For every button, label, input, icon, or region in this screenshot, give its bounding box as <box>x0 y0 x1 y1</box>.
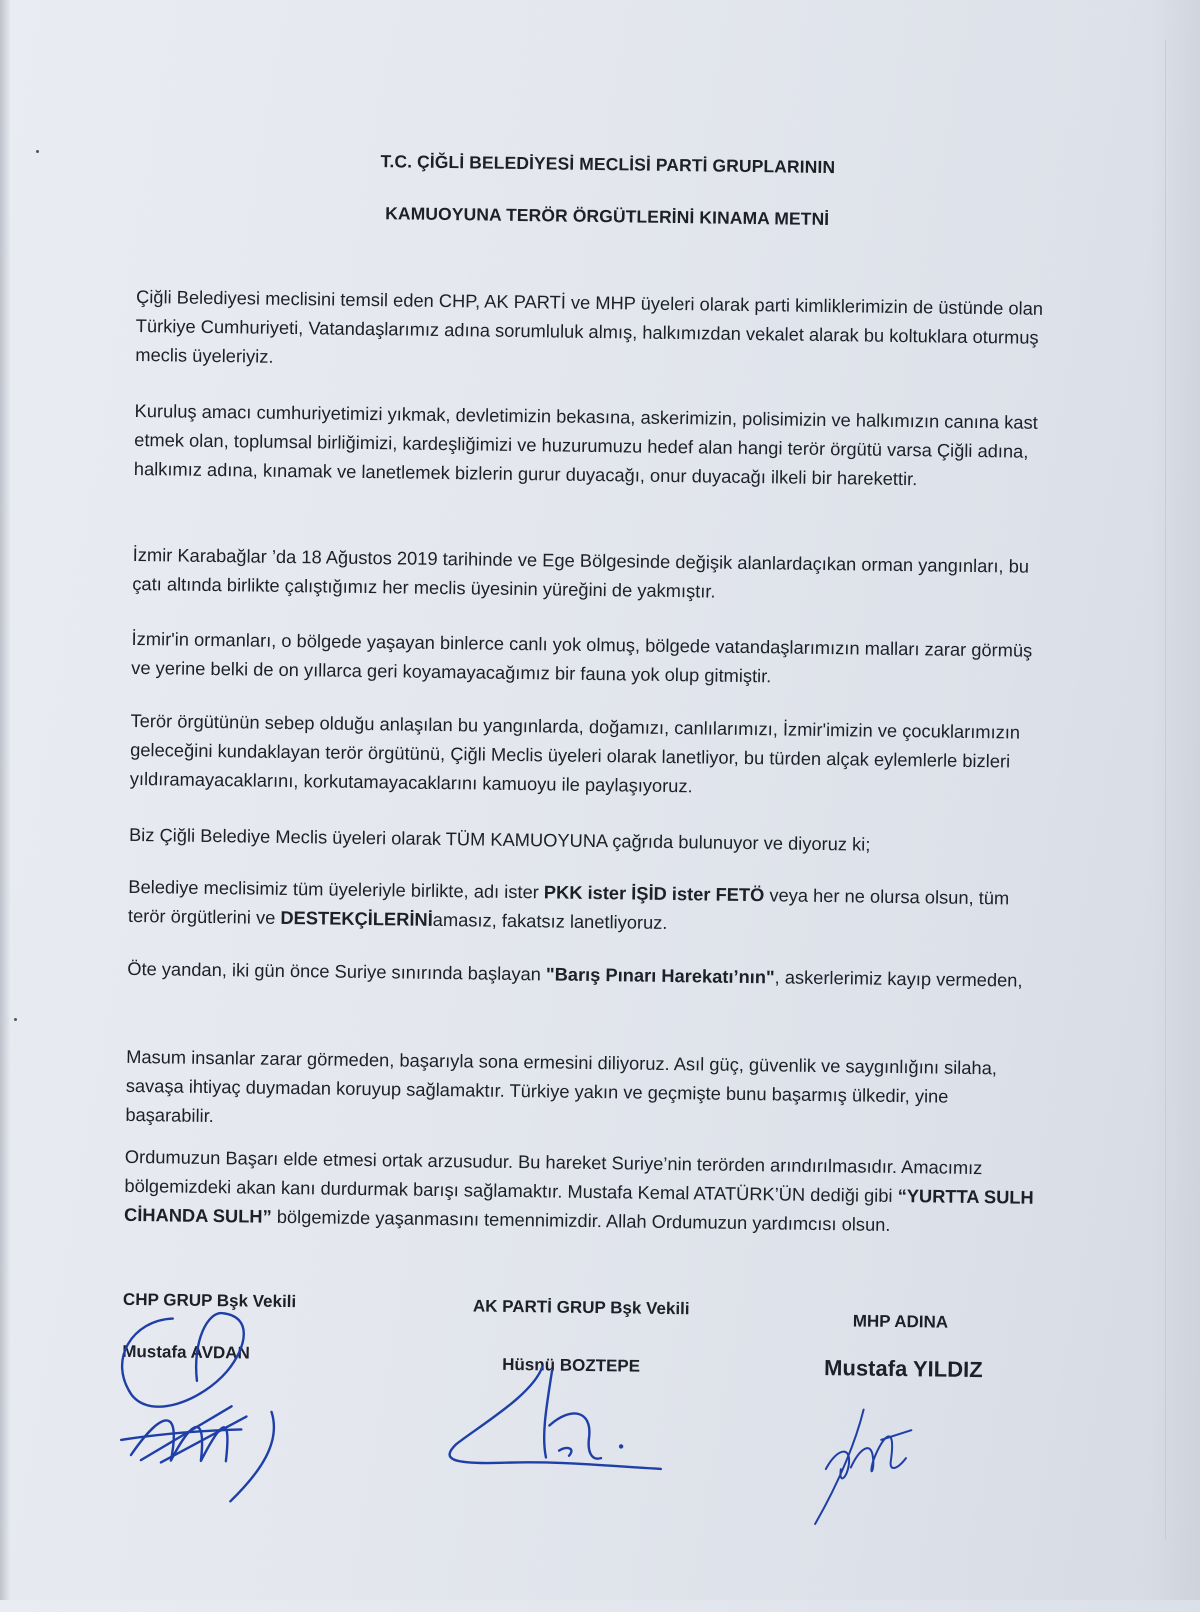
paragraph-forests: İzmir'in ormanları, o bölgede yaşayan binlerce canlı yok olmuş, bölgede vatandaşlarımızın malları zarar görmüş ve yerine belki de on yıllarca geri koyamayacağımız bir fauna yok olup gitmiştir. <box>131 627 1033 687</box>
document-title-line-1: T.C. ÇİĞLİ BELEDİYESİ MECLİSİ PARTİ GRUPLARININ <box>380 151 836 178</box>
akp-signatory-role: AK PARTİ GRUP Bşk Vekili <box>472 1296 690 1319</box>
chp-signatory-name: Mustafa AVDAN <box>122 1341 250 1363</box>
paragraph-terror-orgs <box>128 872 1044 942</box>
bold-supporters: DESTEKÇİLERİNİ <box>280 906 433 930</box>
mhp-signatory-name: Mustafa YILDIZ <box>823 1355 983 1383</box>
bold-quote: “YURTTA SULH CİHANDA SULH” <box>123 1185 1034 1227</box>
paragraph-intro: Çiğli Belediyesi meclisini temsil eden CHP, AK PARTİ ve MHP üyeleri olarak parti kimliklerimizin de üstünde olan Türkiye Cumhuriyeti, Vatandaşlarımız adına sorumluluk almış, halkımızdan vekalet alarak bu koltuklara oturmuş meclis üyeleriyiz. <box>135 285 1044 367</box>
text-run: bölgemizde yaşanmasını temennimizdir. Allah Ordumuzun yardımcısı olsun. <box>271 1205 891 1235</box>
chp-signatory-role: CHP GRUP Bşk Vekili <box>122 1289 297 1312</box>
mhp-signature-scribble <box>810 1399 962 1541</box>
paragraph-fires: İzmir Karabağlar ’da 18 Ağustos 2019 tarihinde ve Ege Bölgesinde değişik alanlardaçıkan orman yangınları, bu çatı altında birlikte çalıştığımız her meclis üyesinin yüreğini de yakmıştır. <box>132 543 1030 602</box>
document-page <box>119 0 1080 1612</box>
akp-signatory-name: Hüsnü BOZTEPE <box>502 1354 641 1376</box>
paragraph-call: Biz Çiğli Belediye Meclis üyeleri olarak TÜM KAMUOYUNA çağrıda bulunuyor ve diyoruz ki; <box>128 823 871 855</box>
paper-speck <box>36 150 39 153</box>
bold-operation-name: "Barış Pınarı Harekatı’nın" <box>545 963 775 988</box>
paragraph-closing <box>124 1142 1040 1241</box>
paragraph-wish: Masum insanlar zarar görmeden, başarıyla sona ermesini diliyoruz. Asıl güç, güvenlik ve saygınlığını silaha, savaşa ihtiyaç duymadan koruyup sağlamaktır. Türkiye yakın ve geçmişte bunu başarmış ülkedir, yine başarabilir. <box>125 1045 998 1127</box>
document-title-line-2: KAMUOYUNA TERÖR ÖRGÜTLERİNİ KINAMA METNİ <box>385 203 830 230</box>
text-run: Ordumuzun Başarı elde etmesi ortak arzusudur. Bu hareket Suriye’nin terörden arındırılmasıdır. Amacımız bölgemizdeki akan kanı durdurmak barışı sağlamaktır. Mustafa Kemal ATATÜRK’ÜN dediği gibi <box>124 1145 983 1207</box>
paper-speck <box>14 1018 17 1021</box>
paper-left-shadow <box>0 0 10 1600</box>
akp-signature-scribble <box>440 1364 682 1517</box>
text-run: Öte yandan, iki gün önce Suriye sınırında başlayan <box>127 957 547 985</box>
bold-org-names: PKK ister İŞİD ister FETÖ <box>543 881 765 906</box>
mhp-signatory-role: MHP ADINA <box>852 1311 949 1332</box>
text-run: Belediye meclisimiz tüm üyeleriyle birlikte, adı ister <box>128 875 545 903</box>
paper-fold-line <box>1165 40 1166 1540</box>
paragraph-operation <box>127 954 1042 995</box>
paragraph-condemn: Terör örgütünün sebep olduğu anlaşılan bu yangınlarda, doğamızı, canlılarımızı, İzmir'imizin ve çocuklarımızın geleceğini kundaklayan terör örgütünü, Çiğli Meclis üyeleri olarak lanetliyor, bu türden alçak eylemlerle bizleri yıldıramayacaklarını, korkutamayacaklarını kamuoyu ile paylaşıyoruz. <box>129 709 1021 797</box>
text-run: , askerlerimiz kayıp vermeden, <box>774 966 1023 991</box>
text-run: amasız, fakatsız lanetliyoruz. <box>432 908 668 933</box>
text-run: veya her ne olursa olsun, tüm terör örgütlerini ve <box>127 884 1010 928</box>
paragraph-purpose: Kuruluş amacı cumhuriyetimizi yıkmak, devletimizin bekasına, askerimizin, polisimizin ve halkımızın canına kast etmek olan, toplumsal birliğimizi, kardeşliğimizi ve huzurumuzu hedef alan hangi terör örgütü varsa Çiğli adına, halkımız adına, kınamak ve lanetlemek bizlerin gurur duyacağı, onur duyacağı ilkeli bir harekettir. <box>133 399 1038 490</box>
paper-fold-shadow <box>1150 0 1200 1600</box>
chp-signature-scribble <box>110 1310 293 1542</box>
